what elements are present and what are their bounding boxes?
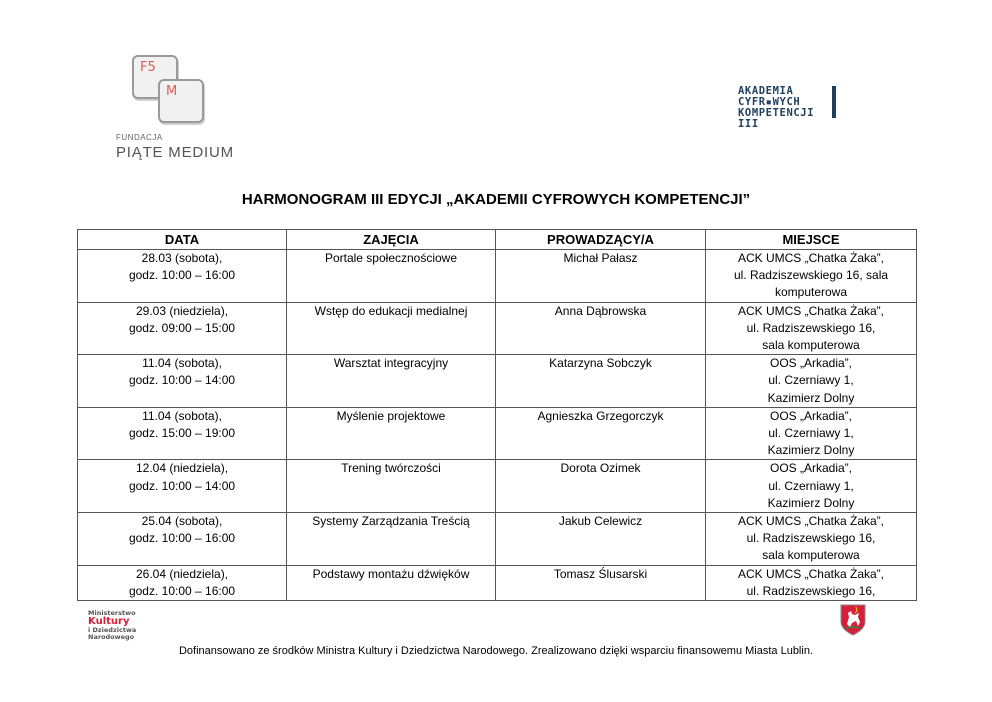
document-title: HARMONOGRAM III EDYCJI „AKADEMII CYFROWYCH KOMPETENCJI”: [241, 191, 751, 208]
ministry-logo-line: Kultury: [88, 616, 130, 627]
cell-place: ACK UMCS „Chatka Żaka”, ul. Radziszewskiego 16, sala komputerowa: [706, 302, 917, 355]
cell-class: Wstęp do edukacji medialnej: [287, 302, 496, 355]
cell-instructor: Jakub Celewicz: [496, 513, 706, 566]
cell-date: 26.04 (niedziela), godz. 10:00 – 16:00: [78, 565, 287, 600]
logo-bar-decoration: [832, 86, 836, 118]
table-header-row: [78, 230, 917, 250]
column-header-miejsce: MIEJSCE: [706, 230, 917, 250]
f5-key-icon: F5: [132, 55, 178, 99]
cell-place: ACK UMCS „Chatka Żaka”, ul. Radziszewskiego 16, sala komputerowa: [706, 513, 917, 566]
m-key-icon: M: [158, 79, 204, 123]
cell-place: OOS „Arkadia”, ul. Czerniawy 1, Kazimierz Dolny: [706, 407, 917, 460]
fundacja-piate-medium-logo: [112, 55, 242, 165]
column-header-prowadzacy: PROWADZĄCY/A: [496, 230, 706, 250]
cell-date: 12.04 (niedziela), godz. 10:00 – 14:00: [78, 460, 287, 513]
cell-instructor: Dorota Ozimek: [496, 460, 706, 513]
cell-class: Podstawy montażu dźwięków: [287, 565, 496, 600]
column-header-zajecia: ZAJĘCIA: [287, 230, 496, 250]
foundation-name: PIĄTE MEDIUM: [116, 144, 234, 161]
table-row: [78, 565, 917, 600]
cell-date: 11.04 (sobota), godz. 10:00 – 14:00: [78, 355, 287, 408]
akademia-logo-line: III: [738, 118, 759, 130]
akademia-logo-line: CYFR▪WYCH: [738, 96, 801, 108]
cell-place: ACK UMCS „Chatka Żaka”, ul. Radziszewskiego 16,: [706, 565, 917, 600]
schedule-table: [77, 229, 917, 601]
cell-date: 25.04 (sobota), godz. 10:00 – 16:00: [78, 513, 287, 566]
ministry-logo-line: i Dziedzictwa: [88, 626, 137, 634]
cell-instructor: Michał Pałasz: [496, 250, 706, 303]
foundation-label: FUNDACJA: [116, 133, 163, 142]
table-row: [78, 250, 917, 303]
ministry-logo-line: Ministerstwo: [88, 609, 136, 617]
table-row: [78, 460, 917, 513]
ministry-logo-line: Narodowego: [88, 633, 135, 641]
column-header-data: DATA: [78, 230, 287, 250]
cell-class: Warsztat integracyjny: [287, 355, 496, 408]
cell-instructor: Agnieszka Grzegorczyk: [496, 407, 706, 460]
cell-class: Portale społecznościowe: [287, 250, 496, 303]
cell-class: Systemy Zarządzania Treścią: [287, 513, 496, 566]
akademia-logo-line: AKADEMIA: [738, 85, 794, 97]
cell-instructor: Tomasz Ślusarski: [496, 565, 706, 600]
cell-date: 11.04 (sobota), godz. 15:00 – 19:00: [78, 407, 287, 460]
cell-date: 28.03 (sobota), godz. 10:00 – 16:00: [78, 250, 287, 303]
cell-place: OOS „Arkadia”, ul. Czerniawy 1, Kazimierz Dolny: [706, 460, 917, 513]
cell-place: OOS „Arkadia”, ul. Czerniawy 1, Kazimierz Dolny: [706, 355, 917, 408]
table-row: [78, 513, 917, 566]
cell-instructor: Anna Dąbrowska: [496, 302, 706, 355]
cell-place: ACK UMCS „Chatka Żaka”, ul. Radziszewskiego 16, sala komputerowa: [706, 250, 917, 303]
cell-instructor: Katarzyna Sobczyk: [496, 355, 706, 408]
lublin-coat-of-arms-icon: [840, 604, 866, 636]
akademia-cyfrowych-kompetencji-logo: [738, 86, 838, 132]
ministry-of-culture-logo: [88, 609, 158, 641]
cell-class: Myślenie projektowe: [287, 407, 496, 460]
cell-date: 29.03 (niedziela), godz. 09:00 – 15:00: [78, 302, 287, 355]
funding-note: Dofinansowano ze środków Ministra Kultury i Dziedzictwa Narodowego. Zrealizowano dzięki wsparciu finansowemu Miasta Lublin.: [178, 645, 813, 657]
table-row: [78, 302, 917, 355]
cell-class: Trening twórczości: [287, 460, 496, 513]
table-row: [78, 407, 917, 460]
akademia-logo-line: KOMPETENCJI: [738, 107, 815, 119]
table-row: [78, 355, 917, 408]
